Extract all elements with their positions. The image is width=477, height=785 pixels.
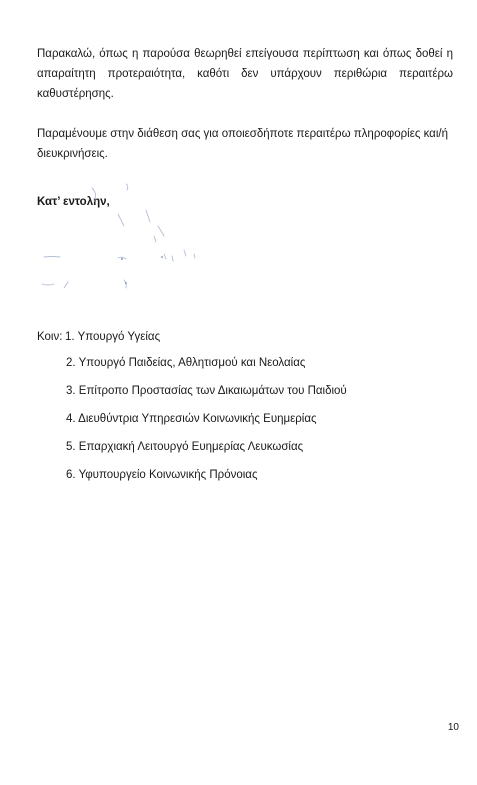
cc-item-1: 1. Υπουργό Υγείας: [65, 331, 161, 343]
cc-item-3: 3. Επίτροπο Προστασίας των Δικαιωμάτων του Παιδιού: [66, 385, 347, 397]
body-paragraph-2: Παραμένουμε στην διάθεση σας για οποιεσδήποτε περαιτέρω πληροφορίες και/ή διευκρινήσεις.: [37, 128, 448, 160]
signature-image: [34, 180, 234, 300]
signoff-text: Κατ’ εντολην,: [37, 196, 110, 208]
body-paragraph-1: Παρακαλώ, όπως η παρούσα θεωρηθεί επείγουσα περίπτωση και όπως δοθεί η απαραίτητη προτεραιότητα, καθότι δεν υπάρχουν περιθώρια περαιτέρω καθυστέρησης.: [37, 48, 453, 100]
cc-item-6: 6. Υφυπουργείο Κοινωνικής Πρόνοιας: [66, 469, 258, 481]
cc-item-5: 5. Επαρχιακή Λειτουργό Ευημερίας Λευκωσίας: [66, 441, 304, 453]
cc-item-4: 4. Διευθύντρια Υπηρεσιών Κοινωνικής Ευημερίας: [66, 413, 317, 425]
cc-item-2: 2. Υπουργό Παιδείας, Αθλητισμού και Νεολαίας: [66, 357, 306, 369]
cc-label: Κοιν:: [37, 331, 63, 343]
cc-list: [66, 355, 347, 495]
page-number: 10: [447, 722, 459, 733]
